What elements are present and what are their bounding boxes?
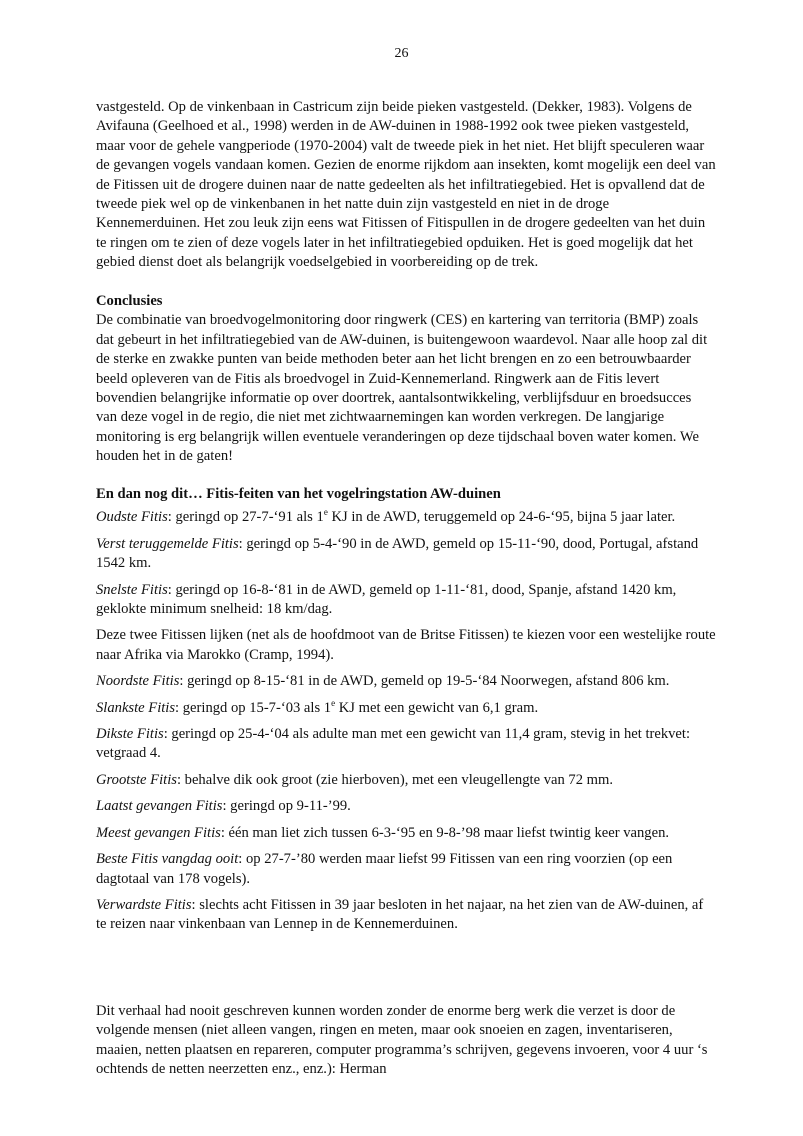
fact-label: Grootste Fitis: [96, 771, 177, 788]
ordinal-superscript: e: [331, 697, 336, 708]
fact-oldest: [96, 508, 716, 527]
fact-farthest: [96, 535, 716, 574]
fact-label: Laatst gevangen Fitis: [96, 798, 223, 815]
fact-text: : geringd op 25-4-‘04 als adulte man met een gewicht van 11,4 gram, stevig in het trekvet: vetgraad 4.: [96, 726, 691, 762]
fact-label: Noordste Fitis: [96, 673, 180, 690]
fact-label: Verst teruggemelde Fitis: [96, 535, 239, 552]
page-number: 26: [394, 46, 409, 61]
fact-text: KJ met een gewicht van 6,1 gram.: [335, 699, 539, 716]
conclusions-heading: Conclusies: [96, 293, 163, 309]
fact-text: : geringd op 15-7-‘03 als 1: [175, 699, 332, 716]
fact-text: KJ in de AWD, teruggemeld op 24-6-‘95, bijna 5 jaar later.: [327, 509, 676, 526]
fact-largest: [96, 771, 716, 790]
fact-most: [96, 824, 716, 843]
fact-bestday: [96, 850, 716, 889]
fact-label: Dikste Fitis: [96, 726, 164, 743]
fact-text: : behalve dik ook groot (zie hierboven), met een vleugellengte van 72 mm.: [176, 771, 614, 788]
intro-section: [96, 98, 716, 273]
fact-odd: [96, 896, 716, 935]
fact-slim: [96, 699, 716, 718]
fact-fastest: [96, 581, 716, 620]
acknowledgement-paragraph: Dit verhaal had nooit geschreven kunnen worden zonder de enorme berg werk die verzet is door de volgende mensen (niet alleen vangen, ringen en meten, maar ook snoeien en zagen, inventariseren, maaien, netten plaatsen en repareren, computer programma’s schrijven, gegevens invoeren, voor 4 uur ‘s ochtends de netten neerzetten enz., enz.): Herman: [96, 1003, 708, 1078]
fact-text: : slechts acht Fitissen in 39 jaar besloten in het najaar, na het zien van de AW-duinen, af te reizen naar vinkenbaan van Lennep in de Kennemerduinen.: [96, 896, 704, 933]
facts-heading: En dan nog dit… Fitis-feiten van het vogelringstation AW-duinen: [96, 486, 501, 502]
intro-paragraph: vastgesteld. Op de vinkenbaan in Castricum zijn beide pieken vastgesteld. (Dekker, 1983). Volgens de Avifauna (Geelhoed et al., 1998) werden in de AW-duinen in 1988-1992 ook twee pieken vastgesteld, maar voor de gehele vangperiode (1970-2004) valt de tweede piek in het niet. Het blijft speculeren waar de gevangen vogels vandaan komen. Gezien de enorme rijkdom aan insekten, komt mogelijk een deel van de Fitissen uit de drogere duinen naar de natte gedeelten als het infiltratiegebied. Het is opvallend dat de tweede piek wel op de vinkenbanen in het natte duin zijn vastgesteld en niet in de droge Kennemerduinen. Het zou leuk zijn eens wat Fitissen of Fitispullen in de drogere gedeelten van het duin te ringen om te zien of deze vogels later in het infiltratiegebied opduiken. Het is goed mogelijk dat het gebied dienst doet als belangrijk voedselgebied in voorbereiding op de trek.: [96, 99, 716, 271]
fact-label: Snelste Fitis: [96, 581, 168, 598]
fact-text: : één man liet zich tussen 6-3-‘95 en 9-8-’98 maar liefst twintig keer vangen.: [220, 824, 670, 841]
fact-text: : op 27-7-’80 werden maar liefst 99 Fitissen van een ring voorzien (op een dagtotaal van 178 vogels).: [96, 851, 673, 887]
fact-label: Slankste Fitis: [96, 699, 176, 716]
fact-label: Meest gevangen Fitis: [96, 824, 221, 841]
conclusions-section: [96, 292, 716, 467]
conclusions-paragraph: De combinatie van broedvogelmonitoring door ringwerk (CES) en kartering van territoria (BMP) zoals dat gebeurt in het infiltratiegebied van de AW-duinen, is buitengewoon waardevol. Naar alle hoop zal dit de sterke en zwakke punten van beide methoden beter aan het licht brengen en zo een betrouwbaarder beeld opleveren van de Fitis als broedvogel in Zuid-Kennemerland. Ringwerk aan de Fitis levert bovendien belangrijke informatie op over doortrek, aantalsontwikkeling, verblijfsduur en broedsucces van deze vogel in de regio, die niet met zichtwaarnemingen kan worden verkregen. De langjarige monitoring is erg belangrijk willen eventuele veranderingen op deze tijdschaal boven water komen. We houden het in de gaten!: [96, 312, 708, 465]
fact-label: Beste Fitis vangdag ooit: [96, 851, 239, 868]
fact-label: Verwardste Fitis: [96, 896, 192, 913]
fact-label: Oudste Fitis: [96, 509, 168, 526]
fact-text: : geringd op 27-7-‘91 als 1: [167, 509, 324, 526]
fact-text: : geringd op 5-4-‘90 in de AWD, gemeld op 15-11-‘90, dood, Portugal, afstand 1542 km.: [96, 535, 699, 572]
acknowledgement-section: [96, 1002, 716, 1080]
fact-text: : geringd op 9-11-’99.: [222, 798, 351, 815]
fact-text: : geringd op 8-15-‘81 in de AWD, gemeld op 19-5-‘84 Noorwegen, afstand 806 km.: [179, 673, 670, 690]
fact-last: [96, 797, 716, 816]
fact-northern: [96, 672, 716, 691]
route-note: Deze twee Fitissen lijken (net als de hoofdmoot van de Britse Fitissen) te kiezen voor een westelijke route naar Afrika via Marokko (Cramp, 1994).: [96, 627, 716, 663]
fact-fat: [96, 725, 716, 764]
ordinal-superscript: e: [323, 507, 328, 518]
fact-text: : geringd op 16-8-‘81 in de AWD, gemeld op 1-11-‘81, dood, Spanje, afstand 1420 km, geklokte minimum snelheid: 18 km/dag.: [96, 581, 677, 618]
facts-section: [96, 485, 716, 942]
